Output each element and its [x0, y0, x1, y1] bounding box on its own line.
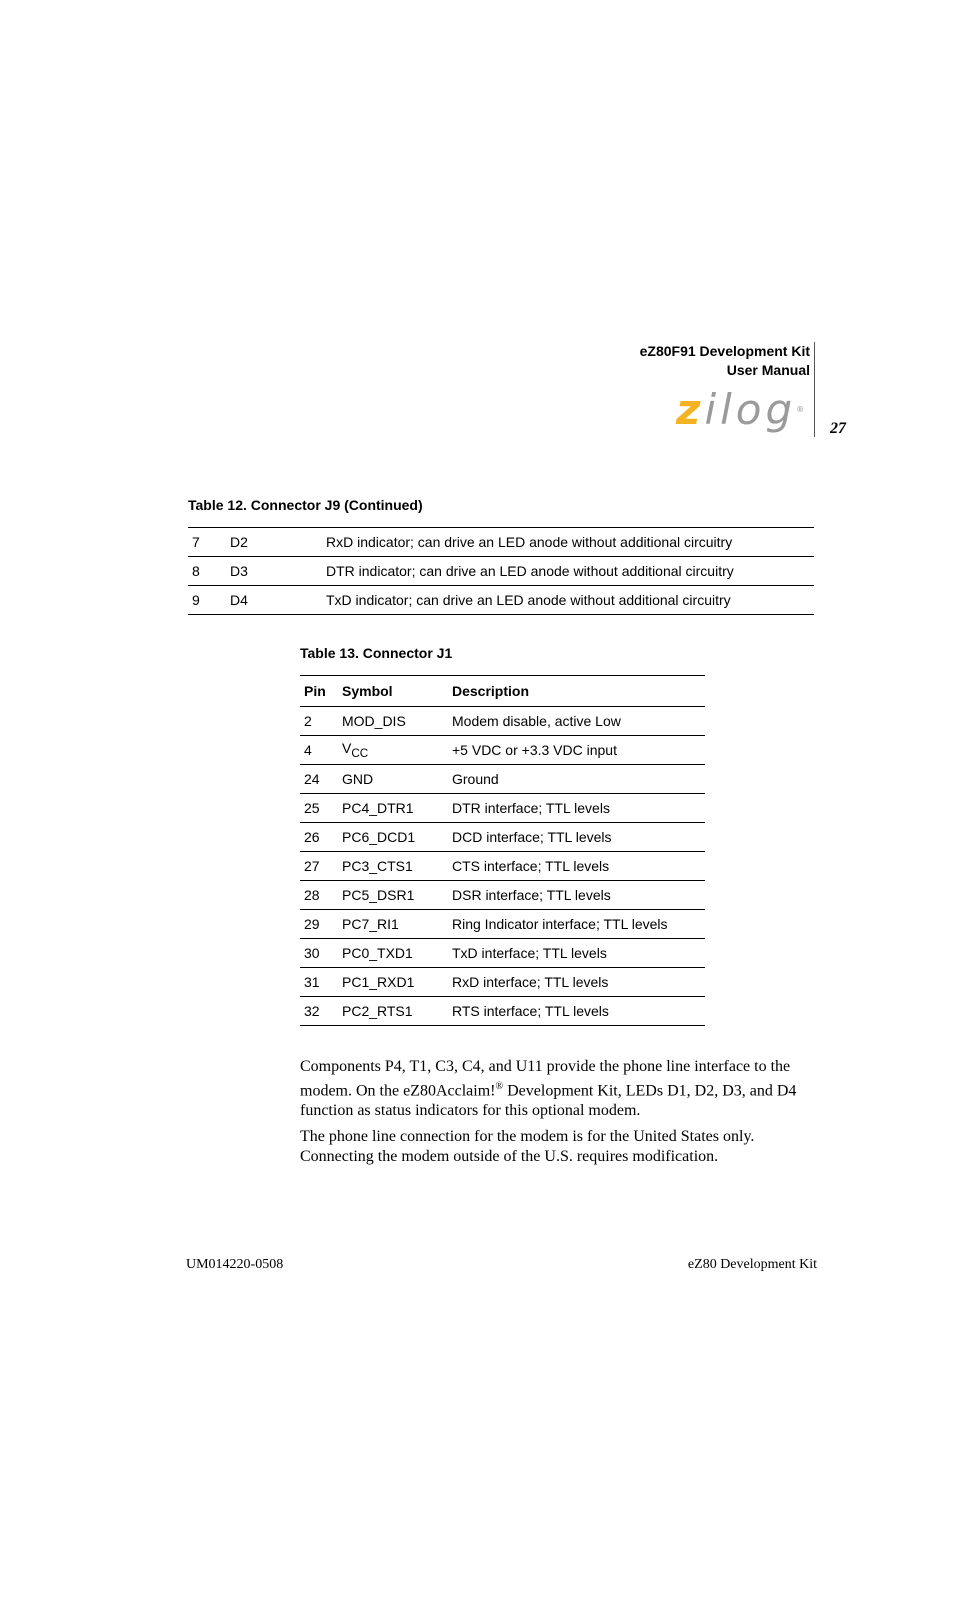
header-divider — [814, 342, 815, 437]
cell-pin: 7 — [192, 534, 200, 550]
cell-pin: 30 — [304, 945, 320, 961]
cell-description: RTS interface; TTL levels — [452, 1003, 609, 1019]
cell-pin: 25 — [304, 800, 320, 816]
page-number: 27 — [830, 420, 846, 437]
footer-title: eZ80 Development Kit — [687, 1257, 817, 1272]
cell-symbol: PC5_DSR1 — [342, 887, 415, 903]
cell-symbol: PC6_DCD1 — [342, 829, 416, 845]
cell-pin: 4 — [304, 742, 312, 758]
cell-description: Modem disable, active Low — [452, 713, 621, 729]
table-row — [188, 528, 814, 557]
cell-pin: 26 — [304, 829, 320, 845]
footer-doc-number: UM014220-0508 — [186, 1257, 284, 1272]
cell-description: DTR indicator; can drive an LED anode without additional circuitry — [326, 563, 734, 579]
registered-mark: ® — [495, 1081, 504, 1092]
paragraph-text: Development Kit, LEDs D1, D2, D3, and D4 function as status indicators for this optional modem. — [300, 1082, 797, 1120]
cell-symbol: GND — [342, 771, 374, 787]
cell-pin: 24 — [304, 771, 320, 787]
cell-description: CTS interface; TTL levels — [452, 858, 610, 874]
cell-symbol: D3 — [230, 563, 248, 579]
paragraph-text: Components P4, T1, C3, C4, and U11 provide the phone line interface to the modem. On the eZ80Acclaim! — [300, 1058, 791, 1100]
cell-symbol: PC0_TXD1 — [342, 945, 413, 961]
table13-caption: Table 13. Connector J1 — [300, 645, 453, 661]
table-row — [300, 968, 705, 997]
zilog-logo: zilog® — [676, 385, 809, 434]
body-paragraph-1 — [300, 1057, 820, 1121]
table-row — [300, 736, 705, 765]
cell-pin: 9 — [192, 592, 200, 608]
cell-description: Ground — [452, 771, 499, 787]
document-header — [640, 342, 810, 380]
table-row — [300, 852, 705, 881]
cell-description: DSR interface; TTL levels — [452, 887, 611, 903]
table-row — [188, 557, 814, 586]
column-header-description: Description — [452, 683, 530, 699]
cell-symbol: PC1_RXD1 — [342, 974, 415, 990]
table-row — [300, 707, 705, 736]
table13 — [300, 675, 705, 1026]
cell-symbol: PC7_RI1 — [342, 916, 399, 932]
table-row — [300, 910, 705, 939]
cell-pin: 29 — [304, 916, 320, 932]
cell-symbol: $V_{CC}$ — [342, 740, 369, 760]
column-header-pin: Pin — [304, 683, 326, 699]
cell-symbol: D4 — [230, 592, 248, 608]
cell-pin: 28 — [304, 887, 320, 903]
symbol-subscript: CC — [351, 746, 369, 760]
cell-pin: 8 — [192, 563, 200, 579]
table-row — [300, 765, 705, 794]
table-row — [300, 823, 705, 852]
cell-description: RxD interface; TTL levels — [452, 974, 609, 990]
cell-symbol: PC3_CTS1 — [342, 858, 413, 874]
table-row — [188, 586, 814, 615]
cell-symbol: PC2_RTS1 — [342, 1003, 413, 1019]
cell-pin: 2 — [304, 713, 312, 729]
cell-description: DCD interface; TTL levels — [452, 829, 612, 845]
cell-description: TxD indicator; can drive an LED anode without additional circuitry — [326, 592, 731, 608]
table12-caption: Table 12. Connector J9 (Continued) — [188, 497, 423, 513]
cell-symbol: PC4_DTR1 — [342, 800, 414, 816]
cell-description: RxD indicator; can drive an LED anode without additional circuitry — [326, 534, 733, 550]
cell-pin: 31 — [304, 974, 320, 990]
cell-symbol: D2 — [230, 534, 248, 550]
table-row — [300, 939, 705, 968]
table-row — [300, 881, 705, 910]
column-header-symbol: Symbol — [342, 683, 393, 699]
cell-pin: 32 — [304, 1003, 320, 1019]
cell-description: TxD interface; TTL levels — [452, 945, 607, 961]
cell-description: DTR interface; TTL levels — [452, 800, 610, 816]
table-row — [300, 997, 705, 1026]
table13-header-row — [300, 676, 705, 707]
cell-pin: 27 — [304, 858, 320, 874]
cell-symbol: MOD_DIS — [342, 713, 406, 729]
cell-description: +5 VDC or +3.3 VDC input — [452, 742, 617, 758]
cell-description: Ring Indicator interface; TTL levels — [452, 916, 668, 932]
table12 — [188, 527, 814, 615]
header-subtitle: User Manual — [726, 362, 810, 378]
header-title: eZ80F91 Development Kit — [639, 343, 810, 359]
body-paragraph-2: The phone line connection for the modem is for the United States only. Connecting the modem outside of the U.S. requires modification. — [300, 1128, 755, 1165]
table-row — [300, 794, 705, 823]
